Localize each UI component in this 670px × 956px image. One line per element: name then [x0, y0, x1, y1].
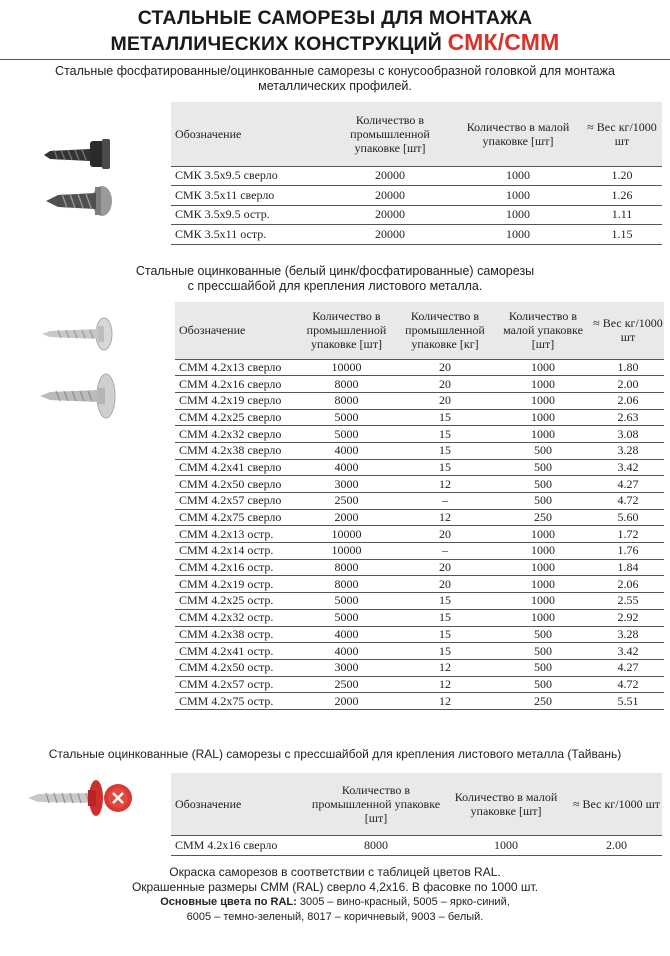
value-cell: 8000 — [311, 835, 441, 855]
value-cell: 2.55 — [592, 593, 664, 610]
column-header: ≈ Вес кг/1000 шт — [592, 302, 664, 359]
value-cell: 250 — [494, 693, 592, 710]
designation-cell: СММ 4.2х16 сверло — [171, 835, 311, 855]
value-cell: 500 — [494, 476, 592, 493]
table-row — [175, 576, 664, 593]
value-cell: 12 — [396, 509, 494, 526]
table-row — [175, 392, 664, 409]
value-cell: 4000 — [297, 626, 396, 643]
value-cell: 3.42 — [592, 643, 664, 660]
table-row — [175, 526, 664, 543]
red-cap-icon — [104, 784, 132, 812]
designation-cell: СММ 4.2х32 сверло — [175, 426, 297, 443]
value-cell: 500 — [494, 442, 592, 459]
value-cell: 1000 — [454, 205, 582, 225]
value-cell: 500 — [494, 659, 592, 676]
value-cell: 4.27 — [592, 659, 664, 676]
value-cell: 20 — [396, 359, 494, 376]
value-cell: 20 — [396, 526, 494, 543]
value-cell: 1000 — [441, 835, 571, 855]
value-cell: 1000 — [494, 543, 592, 560]
table-row — [175, 476, 664, 493]
value-cell: 3000 — [297, 476, 396, 493]
value-cell: 4000 — [297, 459, 396, 476]
value-cell: 5000 — [297, 609, 396, 626]
value-cell: 5000 — [297, 426, 396, 443]
designation-cell: СММ 4.2х57 остр. — [175, 676, 297, 693]
column-header: Обозначение — [175, 302, 297, 359]
designation-cell: СММ 4.2х25 сверло — [175, 409, 297, 426]
designation-cell: СММ 4.2х50 остр. — [175, 659, 297, 676]
value-cell: 3.08 — [592, 426, 664, 443]
designation-cell: СММ 4.2х38 остр. — [175, 626, 297, 643]
drill-press-washer-screw-icon — [42, 318, 112, 350]
column-header: Количество в малой упаковке [шт] — [494, 302, 592, 359]
column-header: Количество в малой упаковке [шт] — [441, 773, 571, 835]
column-header: Количество в малой упаковке [шт] — [454, 102, 582, 166]
value-cell: 3.28 — [592, 442, 664, 459]
value-cell: 12 — [396, 476, 494, 493]
value-cell: 10000 — [297, 359, 396, 376]
footer-line1: Окраска саморезов в соответствии с таблицей цветов RAL. — [169, 865, 501, 879]
value-cell: 1.11 — [582, 205, 662, 225]
value-cell: 2.63 — [592, 409, 664, 426]
table-row — [175, 376, 664, 393]
drill-screw-icon — [44, 139, 110, 169]
value-cell: 8000 — [297, 559, 396, 576]
value-cell: 5000 — [297, 593, 396, 610]
value-cell: 8000 — [297, 576, 396, 593]
value-cell: 1.80 — [592, 359, 664, 376]
ral-screw-image — [22, 778, 142, 818]
column-header: Обозначение — [171, 773, 311, 835]
designation-cell: СМК 3.5х9.5 остр. — [171, 205, 326, 225]
value-cell: 15 — [396, 426, 494, 443]
value-cell: 20 — [396, 392, 494, 409]
table-row — [171, 225, 662, 245]
table-row — [171, 186, 662, 206]
designation-cell: СММ 4.2х41 сверло — [175, 459, 297, 476]
value-cell: 12 — [396, 676, 494, 693]
value-cell: 8000 — [297, 392, 396, 409]
value-cell: 2500 — [297, 493, 396, 510]
column-header: Количество в промышленной упаковке [шт] — [326, 102, 454, 166]
value-cell: 15 — [396, 643, 494, 660]
value-cell: – — [396, 543, 494, 560]
column-header: Количество в промышленной упаковке [шт] — [297, 302, 396, 359]
value-cell: 1000 — [494, 426, 592, 443]
value-cell: 1.72 — [592, 526, 664, 543]
value-cell: 15 — [396, 626, 494, 643]
designation-cell: СММ 4.2х75 сверло — [175, 509, 297, 526]
table-row — [175, 593, 664, 610]
value-cell: 3.42 — [592, 459, 664, 476]
table-row — [175, 559, 664, 576]
pointed-press-washer-screw-icon — [40, 374, 115, 418]
self-tapping-screw-image — [40, 135, 128, 225]
table-row — [175, 693, 664, 710]
value-cell: 1000 — [494, 609, 592, 626]
value-cell: 1000 — [454, 186, 582, 206]
designation-cell: СМК 3.5х11 остр. — [171, 225, 326, 245]
table-row — [175, 509, 664, 526]
value-cell: 1.76 — [592, 543, 664, 560]
section1-title — [0, 64, 670, 94]
footer-line3 — [0, 895, 670, 910]
section2-title-line2: с прессшайбой для крепления листового металла. — [187, 279, 483, 293]
value-cell: 1000 — [494, 526, 592, 543]
section1-title-line2: металлических профилей. — [258, 79, 412, 93]
value-cell: 5.60 — [592, 509, 664, 526]
table-row — [175, 543, 664, 560]
value-cell: 1000 — [494, 576, 592, 593]
value-cell: 20 — [396, 576, 494, 593]
table-row — [175, 643, 664, 660]
designation-cell: СММ 4.2х41 остр. — [175, 643, 297, 660]
column-header: Количество в промышленной упаковке [шт] — [311, 773, 441, 835]
value-cell: 500 — [494, 459, 592, 476]
value-cell: 4.72 — [592, 676, 664, 693]
value-cell: 15 — [396, 609, 494, 626]
red-ral-screw-icon — [28, 780, 103, 816]
value-cell: 2000 — [297, 509, 396, 526]
value-cell: 1000 — [494, 392, 592, 409]
designation-cell: СММ 4.2х14 остр. — [175, 543, 297, 560]
value-cell: 1000 — [494, 376, 592, 393]
value-cell: 500 — [494, 643, 592, 660]
table-row — [175, 626, 664, 643]
page-title-line1: СТАЛЬНЫЕ САМОРЕЗЫ ДЛЯ МОНТАЖА — [137, 7, 533, 29]
page-title-accent: СМК/СММ — [447, 29, 560, 55]
designation-cell: СМК 3.5х9.5 сверло — [171, 166, 326, 186]
value-cell: 4000 — [297, 442, 396, 459]
footer-line4: 6005 – темно-зеленый, 8017 – коричневый, 9003 – белый. — [186, 911, 484, 923]
value-cell: 500 — [494, 493, 592, 510]
footer-notes — [0, 865, 670, 925]
table-row — [175, 609, 664, 626]
section1-table — [171, 102, 662, 245]
value-cell: 15 — [396, 442, 494, 459]
value-cell: 2.00 — [571, 835, 662, 855]
table-row — [175, 493, 664, 510]
designation-cell: СММ 4.2х25 остр. — [175, 593, 297, 610]
column-header: Обозначение — [171, 102, 326, 166]
value-cell: 20000 — [326, 225, 454, 245]
table-row — [175, 426, 664, 443]
value-cell: 10000 — [297, 526, 396, 543]
press-washer-screw-image — [36, 316, 126, 426]
designation-cell: СММ 4.2х38 сверло — [175, 442, 297, 459]
table-row — [175, 676, 664, 693]
section2-title-line1: Стальные оцинкованные (белый цинк/фосфатированные) саморезы — [135, 264, 535, 278]
value-cell: 1000 — [494, 593, 592, 610]
value-cell: 5000 — [297, 409, 396, 426]
footer-ral-label: Основные цвета по RAL: — [160, 896, 297, 908]
footer-ral-colors: 3005 – вино-красный, 5005 – ярко-синий, — [296, 896, 510, 908]
section3-title: Стальные оцинкованные (RAL) саморезы с прессшайбой для крепления листового металла (Тайвань) — [48, 747, 622, 761]
table-row — [175, 442, 664, 459]
table-row — [175, 459, 664, 476]
value-cell: 20000 — [326, 205, 454, 225]
designation-cell: СММ 4.2х16 сверло — [175, 376, 297, 393]
header-divider — [0, 59, 670, 60]
section1-title-line1: Стальные фосфатированные/оцинкованные саморезы с конусообразной головкой для монтажа — [55, 64, 615, 78]
value-cell: 2.00 — [592, 376, 664, 393]
designation-cell: СММ 4.2х16 остр. — [175, 559, 297, 576]
value-cell: 8000 — [297, 376, 396, 393]
table-header-row — [171, 102, 662, 166]
designation-cell: СММ 4.2х13 остр. — [175, 526, 297, 543]
section3-table — [171, 773, 662, 856]
value-cell: 2.06 — [592, 392, 664, 409]
value-cell: 20000 — [326, 186, 454, 206]
designation-cell: СММ 4.2х13 сверло — [175, 359, 297, 376]
designation-cell: СММ 4.2х50 сверло — [175, 476, 297, 493]
value-cell: 10000 — [297, 543, 396, 560]
table-row — [171, 835, 662, 855]
table-row — [175, 359, 664, 376]
column-header: ≈ Вес кг/1000 шт — [571, 773, 662, 835]
designation-cell: СММ 4.2х19 сверло — [175, 392, 297, 409]
designation-cell: СММ 4.2х19 остр. — [175, 576, 297, 593]
page-title-main: МЕТАЛЛИЧЕСКИХ КОНСТРУКЦИЙ — [110, 33, 442, 55]
value-cell: 15 — [396, 409, 494, 426]
value-cell: 5.51 — [592, 693, 664, 710]
value-cell: 1.84 — [592, 559, 664, 576]
designation-cell: СММ 4.2х75 остр. — [175, 693, 297, 710]
value-cell: 4000 — [297, 643, 396, 660]
column-header: ≈ Вес кг/1000 шт — [582, 102, 662, 166]
table-row — [175, 659, 664, 676]
value-cell: 1000 — [454, 225, 582, 245]
value-cell: 15 — [396, 459, 494, 476]
designation-cell: СММ 4.2х57 сверло — [175, 493, 297, 510]
value-cell: 3000 — [297, 659, 396, 676]
table-header-row — [171, 773, 662, 835]
value-cell: 4.72 — [592, 493, 664, 510]
table-row — [171, 166, 662, 186]
footer-line2: Окрашенные размеры СММ (RAL) сверло 4,2х16. В фасовке по 1000 шт. — [131, 880, 539, 894]
value-cell: 1000 — [494, 359, 592, 376]
value-cell: 2.06 — [592, 576, 664, 593]
value-cell: 500 — [494, 626, 592, 643]
value-cell: 2500 — [297, 676, 396, 693]
value-cell: 1.20 — [582, 166, 662, 186]
section2-title — [0, 264, 670, 294]
table-row — [171, 205, 662, 225]
designation-cell: СММ 4.2х32 остр. — [175, 609, 297, 626]
value-cell: 12 — [396, 693, 494, 710]
value-cell: 1.15 — [582, 225, 662, 245]
page-title-line2 — [0, 30, 670, 56]
column-header: Количество в промышленной упаковке [кг] — [396, 302, 494, 359]
value-cell: 2000 — [297, 693, 396, 710]
value-cell: 20000 — [326, 166, 454, 186]
value-cell: 15 — [396, 593, 494, 610]
designation-cell: СМК 3.5х11 сверло — [171, 186, 326, 206]
table-header-row — [175, 302, 664, 359]
value-cell: 4.27 — [592, 476, 664, 493]
value-cell: 1000 — [494, 559, 592, 576]
value-cell: 1.26 — [582, 186, 662, 206]
value-cell: – — [396, 493, 494, 510]
value-cell: 12 — [396, 659, 494, 676]
section2-table — [175, 302, 664, 710]
value-cell: 20 — [396, 559, 494, 576]
value-cell: 3.28 — [592, 626, 664, 643]
value-cell: 500 — [494, 676, 592, 693]
value-cell: 20 — [396, 376, 494, 393]
pointed-screw-icon — [46, 186, 112, 216]
value-cell: 1000 — [494, 409, 592, 426]
table-row — [175, 409, 664, 426]
value-cell: 1000 — [454, 166, 582, 186]
value-cell: 2.92 — [592, 609, 664, 626]
value-cell: 250 — [494, 509, 592, 526]
